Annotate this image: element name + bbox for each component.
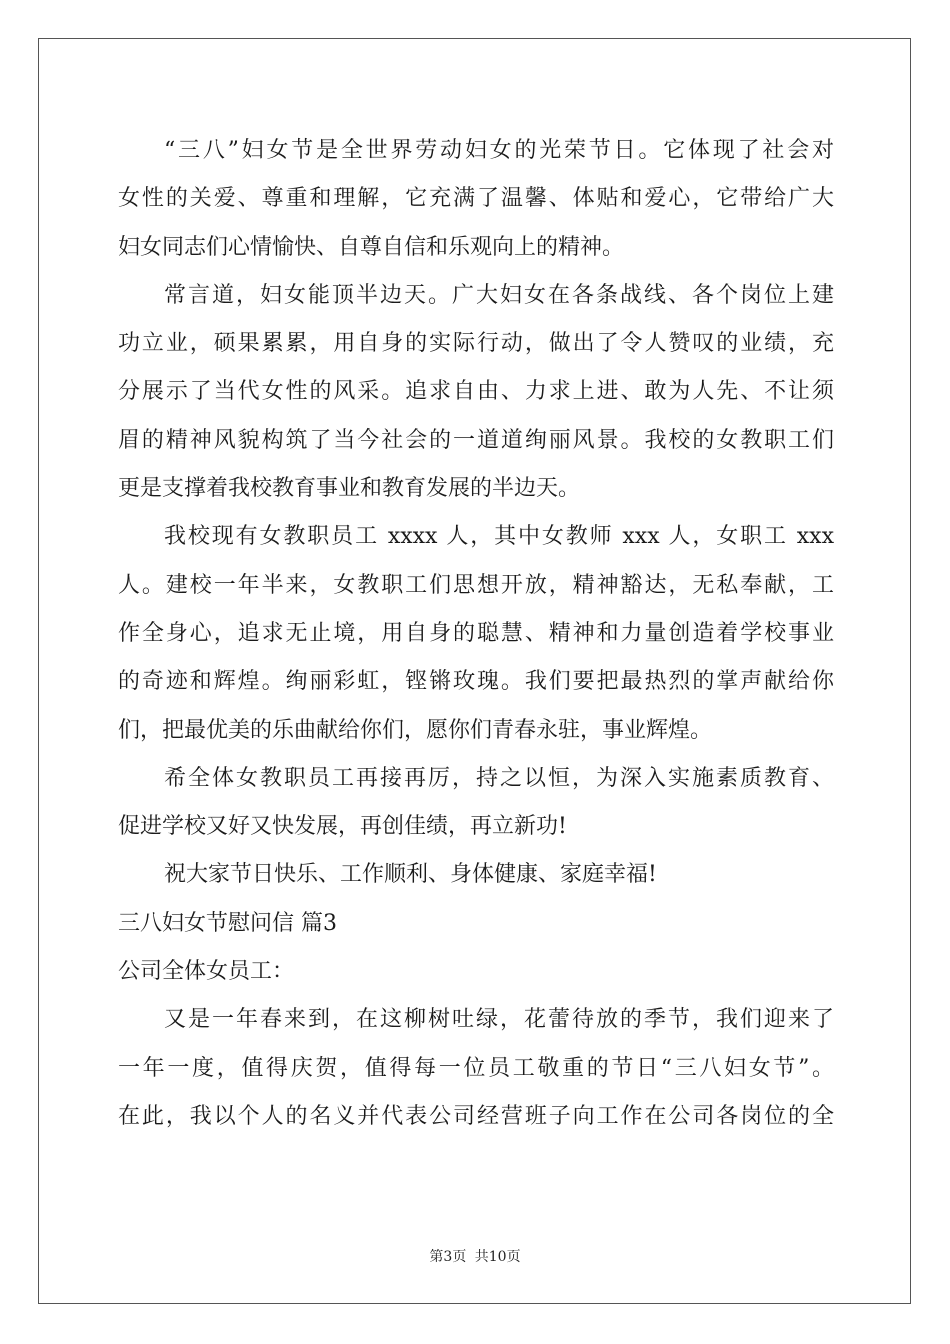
text-line: 人。建校一年半来，女教职工们思想开放，精神豁达，无私奉献，工 — [118, 572, 834, 598]
text-line: 祝大家节日快乐、工作顺利、身体健康、家庭幸福! — [164, 862, 657, 888]
text-line: 常言道，妇女能顶半边天。广大妇女在各条战线、各个岗位上建 — [164, 282, 834, 308]
text-line: 促进学校又好又快发展，再创佳绩，再立新功! — [118, 814, 567, 840]
text-line: 我校现有女教职员工 xxxx 人，其中女教师 xxx 人，女职工 xxx — [164, 524, 834, 550]
text-line: 希全体女教职员工再接再厉，持之以恒，为深入实施素质教育、 — [164, 765, 834, 791]
text-line: 在此，我以个人的名义并代表公司经营班子向工作在公司各岗位的全 — [118, 1103, 834, 1129]
text-line: 功立业，硕果累累，用自身的实际行动，做出了令人赞叹的业绩，充 — [118, 331, 834, 357]
text-line: 妇女同志们心情愉快、自尊自信和乐观向上的精神。 — [118, 234, 625, 260]
text-line: 女性的关爱、尊重和理解，它充满了温馨、体贴和爱心，它带给广大 — [118, 186, 834, 212]
text-line: “三八”妇女节是全世界劳动妇女的光荣节日。它体现了社会对 — [164, 138, 834, 163]
text-line: 公司全体女员工： — [118, 959, 295, 985]
page-footer: 第3页 共10页 — [429, 1249, 521, 1265]
text-line: 眉的精神风貌构筑了当今社会的一道道绚丽风景。我校的女教职工们 — [118, 427, 834, 453]
text-line: 们，把最优美的乐曲献给你们，愿你们青春永驻，事业辉煌。 — [118, 717, 713, 743]
text-line: 三八妇女节慰问信 篇3 — [118, 910, 337, 936]
text-line: 又是一年春来到，在这柳树吐绿，花蕾待放的季节，我们迎来了 — [164, 1007, 834, 1033]
text-line: 分展示了当代女性的风采。追求自由、力求上进、敢为人先、不让须 — [118, 379, 834, 405]
text-line: 作全身心，追求无止境，用自身的聪慧、精神和力量创造着学校事业 — [118, 620, 834, 646]
text-line: 一年一度，值得庆贺，值得每一位员工敬重的节日“三八妇女节”。 — [118, 1055, 834, 1081]
document-body — [118, 127, 834, 1141]
text-line: 的奇迹和辉煌。绚丽彩虹，铿锵玫瑰。我们要把最热烈的掌声献给你 — [118, 669, 834, 695]
text-line: 更是支撑着我校教育事业和教育发展的半边天。 — [118, 476, 581, 502]
